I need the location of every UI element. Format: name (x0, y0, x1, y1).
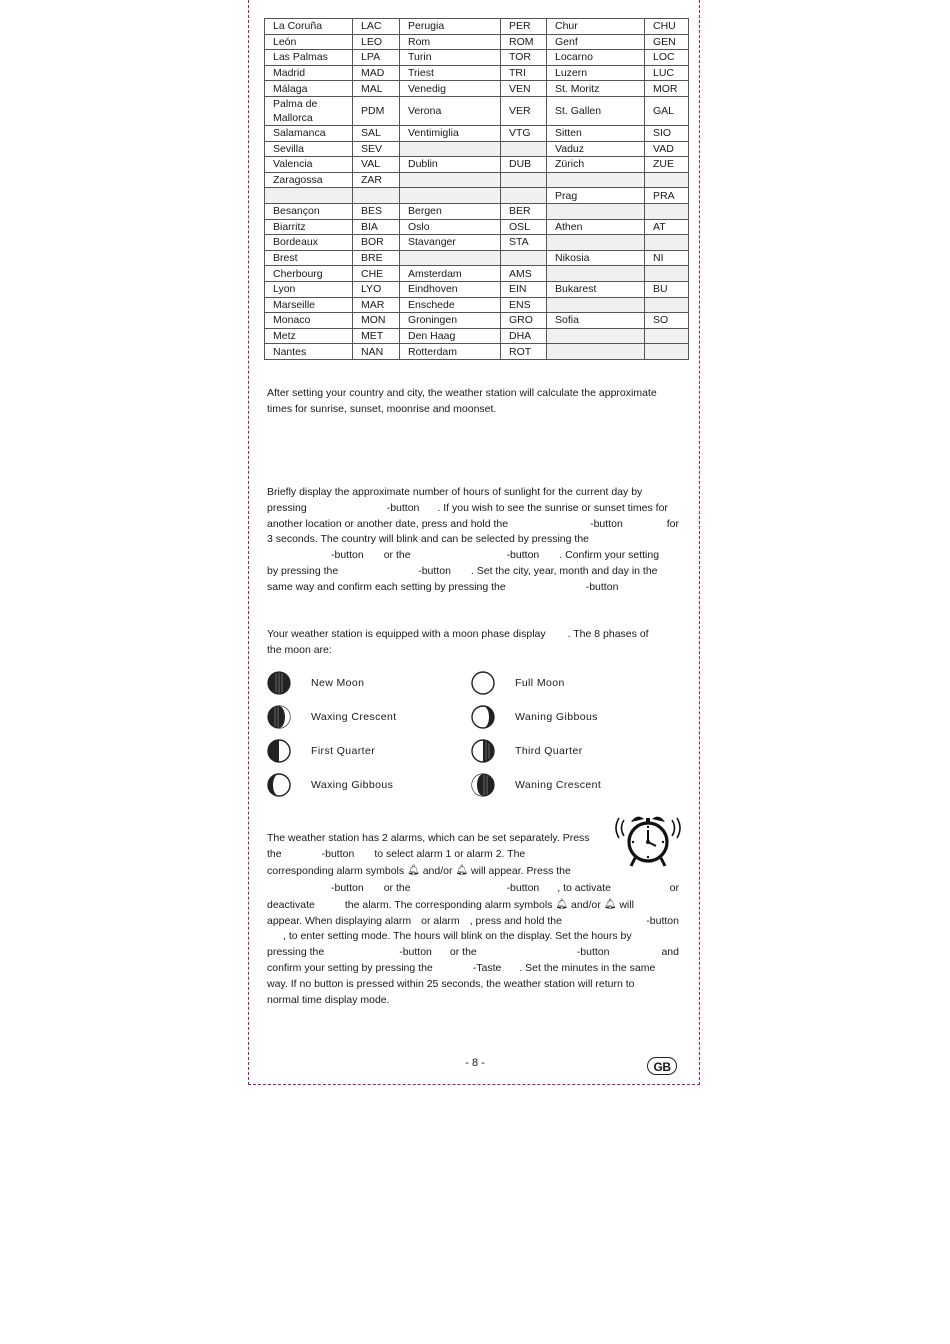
city-code-cell: SIO (645, 125, 689, 141)
city-code-cell (645, 266, 689, 282)
city-name-cell: Bordeaux (265, 235, 353, 251)
moon-phase-label: Waxing Gibbous (311, 779, 394, 791)
city-code-cell: CHU (645, 19, 689, 35)
city-code-cell: LEO (353, 34, 400, 50)
third-quarter-icon (471, 739, 495, 763)
city-code-cell: NI (645, 250, 689, 266)
city-code-cell (645, 297, 689, 313)
city-code-table (264, 18, 689, 360)
city-name-cell: Sitten (547, 125, 645, 141)
city-name-cell: Turin (400, 50, 501, 66)
city-code-cell: AMS (501, 266, 547, 282)
table-row (265, 157, 689, 173)
waxing-gibbous-icon (267, 773, 291, 797)
table-row (265, 50, 689, 66)
moon-phase-full (471, 670, 565, 696)
city-code-cell: ZAR (353, 172, 400, 188)
city-name-cell (547, 266, 645, 282)
moon-phase-legend (267, 670, 679, 800)
city-code-cell: MOR (645, 81, 689, 97)
table-row (265, 19, 689, 35)
moon-phase-label: Waxing Crescent (311, 711, 397, 723)
city-code-cell: MAD (353, 65, 400, 81)
city-code-cell: TOR (501, 50, 547, 66)
city-name-cell: Triest (400, 65, 501, 81)
city-name-cell: Metz (265, 328, 353, 344)
alarm-instructions-top: The weather station has 2 alarms, which can be set separately. Press the -button to select alarm 1 or alarm 2. The corresponding alarm symbols 🔔︎ and/or 🔔︎ will appear. Press the (267, 832, 590, 877)
city-name-cell: Genf (547, 34, 645, 50)
page-number: - 8 - (465, 1057, 485, 1069)
moon-phase-waning-gibbous (471, 704, 598, 730)
full-moon-icon (471, 671, 495, 695)
city-code-cell: LPA (353, 50, 400, 66)
city-name-cell: Amsterdam (400, 266, 501, 282)
city-code-cell: DHA (501, 328, 547, 344)
city-name-cell: Cherbourg (265, 266, 353, 282)
city-name-cell: Las Palmas (265, 50, 353, 66)
city-code-cell: VAD (645, 141, 689, 157)
table-row (265, 96, 689, 125)
city-code-cell (353, 188, 400, 204)
moon-phase-label: New Moon (311, 677, 365, 689)
city-name-cell (400, 188, 501, 204)
city-code-cell: ENS (501, 297, 547, 313)
city-code-cell: TRI (501, 65, 547, 81)
table-row (265, 235, 689, 251)
table-row (265, 344, 689, 360)
city-code-cell: BOR (353, 235, 400, 251)
table-row (265, 172, 689, 188)
city-name-cell: Bergen (400, 203, 501, 219)
city-name-cell: Málaga (265, 81, 353, 97)
city-code-cell: CHE (353, 266, 400, 282)
city-code-cell: SO (645, 313, 689, 329)
city-name-cell (547, 328, 645, 344)
city-code-cell: MET (353, 328, 400, 344)
bell-icon: 🔔︎ (455, 864, 469, 876)
city-name-cell: Zürich (547, 157, 645, 173)
table-row (265, 188, 689, 204)
city-name-cell: Nikosia (547, 250, 645, 266)
city-code-cell: SEV (353, 141, 400, 157)
moon-phase-label: Full Moon (515, 677, 565, 689)
city-name-cell: Groningen (400, 313, 501, 329)
city-code-cell: MON (353, 313, 400, 329)
city-code-cell: DUB (501, 157, 547, 173)
new-moon-icon (267, 671, 291, 695)
city-name-cell (400, 172, 501, 188)
moon-phase-waning-crescent (471, 772, 601, 798)
city-code-cell: OSL (501, 219, 547, 235)
city-code-cell: STA (501, 235, 547, 251)
city-code-cell (501, 141, 547, 157)
city-code-cell: ROT (501, 344, 547, 360)
city-name-cell: Oslo (400, 219, 501, 235)
moon-phase-label: Third Quarter (515, 745, 583, 757)
city-name-cell: St. Gallen (547, 96, 645, 125)
city-code-cell: BER (501, 203, 547, 219)
city-name-cell (547, 172, 645, 188)
city-name-cell (547, 235, 645, 251)
city-name-cell: Madrid (265, 65, 353, 81)
city-code-cell: LYO (353, 281, 400, 297)
city-code-cell (501, 250, 547, 266)
alarm-clock-icon (611, 808, 685, 870)
city-name-cell: Besançon (265, 203, 353, 219)
city-code-cell (645, 328, 689, 344)
city-code-cell: PER (501, 19, 547, 35)
table-row (265, 203, 689, 219)
city-code-cell: MAL (353, 81, 400, 97)
city-code-cell (501, 188, 547, 204)
city-name-cell: Dublin (400, 157, 501, 173)
city-name-cell: Chur (547, 19, 645, 35)
city-code-cell: BES (353, 203, 400, 219)
manual-page (248, 0, 700, 1085)
bell-icon: 🔔︎ (555, 898, 569, 910)
moon-phase-intro: Your weather station is equipped with a moon phase display . The 8 phases of the moon are: (267, 628, 649, 656)
city-code-cell: MAR (353, 297, 400, 313)
city-name-cell (400, 250, 501, 266)
city-name-cell: Ventimiglia (400, 125, 501, 141)
waning-gibbous-icon (471, 705, 495, 729)
city-name-cell: Eindhoven (400, 281, 501, 297)
city-name-cell: Verona (400, 96, 501, 125)
table-row (265, 219, 689, 235)
table-row (265, 250, 689, 266)
city-name-cell: Vaduz (547, 141, 645, 157)
moon-phase-third-quarter (471, 738, 583, 764)
city-code-cell: LUC (645, 65, 689, 81)
alarm-instructions: -button or the -button , to activate or deactivate the alarm. The corresponding alarm symbols 🔔︎ and/or 🔔︎ will appear. When displaying alarm or alarm , press and hold the -button , to enter setting mode. The hours will blink on the display. Set the hours by pressing the -button or the -button and confirm your setting by pressing the -Taste . Set the minutes in the same way. If no button is pressed within 25 seconds, the weather station will return to normal time display mode. (267, 882, 679, 1006)
city-code-cell (645, 344, 689, 360)
city-name-cell (265, 188, 353, 204)
city-name-cell: Venedig (400, 81, 501, 97)
moon-phase-label: Waning Gibbous (515, 711, 598, 723)
city-code-cell: LAC (353, 19, 400, 35)
sunlight-instructions: Briefly display the approximate number of hours of sunlight for the current day by pressing -button . If you wish to see the sunrise or sunset times for another location or another date, press and hold the -button for 3 seconds. The country will blink and can be selected by pressing the -button or the -button . Confirm your setting by pressing the -button . Set the city, year, month and day in the same way and confirm each setting by pressing the -button (267, 486, 679, 593)
city-name-cell (547, 203, 645, 219)
waxing-crescent-icon (267, 705, 291, 729)
city-name-cell: Luzern (547, 65, 645, 81)
city-name-cell: León (265, 34, 353, 50)
city-code-cell: BIA (353, 219, 400, 235)
city-name-cell: Biarritz (265, 219, 353, 235)
city-code-cell: ZUE (645, 157, 689, 173)
city-name-cell: Zaragossa (265, 172, 353, 188)
city-code-cell: VEN (501, 81, 547, 97)
city-code-cell: VER (501, 96, 547, 125)
table-row (265, 65, 689, 81)
moon-phase-waxing-gibbous (267, 772, 393, 798)
city-name-cell: Salamanca (265, 125, 353, 141)
table-row (265, 34, 689, 50)
city-name-cell: Sevilla (265, 141, 353, 157)
table-row (265, 125, 689, 141)
city-name-cell: Athen (547, 219, 645, 235)
city-code-cell: VTG (501, 125, 547, 141)
city-name-cell: Stavanger (400, 235, 501, 251)
city-code-cell: PDM (353, 96, 400, 125)
city-name-cell: Prag (547, 188, 645, 204)
city-name-cell: Marseille (265, 297, 353, 313)
moon-phase-first-quarter (267, 738, 375, 764)
first-quarter-icon (267, 739, 291, 763)
city-name-cell: Nantes (265, 344, 353, 360)
city-name-cell: Rotterdam (400, 344, 501, 360)
moon-phase-new (267, 670, 364, 696)
city-name-cell: Locarno (547, 50, 645, 66)
city-name-cell: Lyon (265, 281, 353, 297)
bell-icon: 🔔︎ (603, 898, 617, 910)
table-row (265, 328, 689, 344)
city-name-cell: Valencia (265, 157, 353, 173)
city-code-cell: BRE (353, 250, 400, 266)
table-row (265, 281, 689, 297)
table-row (265, 141, 689, 157)
table-row (265, 313, 689, 329)
country-badge: GB (647, 1057, 677, 1075)
city-name-cell: Bukarest (547, 281, 645, 297)
city-code-cell: AT (645, 219, 689, 235)
table-row (265, 297, 689, 313)
city-name-cell: Sofia (547, 313, 645, 329)
city-name-cell: St. Moritz (547, 81, 645, 97)
city-name-cell: Perugia (400, 19, 501, 35)
city-name-cell: Brest (265, 250, 353, 266)
city-code-cell: EIN (501, 281, 547, 297)
city-code-cell: NAN (353, 344, 400, 360)
moon-phase-label: Waning Crescent (515, 779, 602, 791)
city-name-cell (547, 297, 645, 313)
city-code-cell: GAL (645, 96, 689, 125)
moon-phase-label: First Quarter (311, 745, 376, 757)
city-name-cell: La Coruña (265, 19, 353, 35)
city-code-cell: SAL (353, 125, 400, 141)
city-code-cell: PRA (645, 188, 689, 204)
city-name-cell (547, 344, 645, 360)
city-code-cell: BU (645, 281, 689, 297)
city-code-cell: GEN (645, 34, 689, 50)
city-code-cell: VAL (353, 157, 400, 173)
city-name-cell: Enschede (400, 297, 501, 313)
table-row (265, 81, 689, 97)
city-code-cell: ROM (501, 34, 547, 50)
city-code-cell (645, 203, 689, 219)
city-name-cell (400, 141, 501, 157)
moon-phase-waxing-crescent (267, 704, 397, 730)
city-name-cell: Monaco (265, 313, 353, 329)
city-code-cell: LOC (645, 50, 689, 66)
city-name-cell: Palma de Mallorca (265, 96, 353, 125)
city-code-cell (645, 235, 689, 251)
city-name-cell: Rom (400, 34, 501, 50)
city-code-cell (501, 172, 547, 188)
table-row (265, 266, 689, 282)
city-code-cell (645, 172, 689, 188)
city-code-cell: GRO (501, 313, 547, 329)
waning-crescent-icon (471, 773, 495, 797)
bell-icon: 🔔︎ (407, 864, 420, 876)
city-name-cell: Den Haag (400, 328, 501, 344)
sunrise-info-text: After setting your country and city, the weather station will calculate the approximate times for sunrise, sunset, moonrise and moonset. (267, 387, 657, 415)
